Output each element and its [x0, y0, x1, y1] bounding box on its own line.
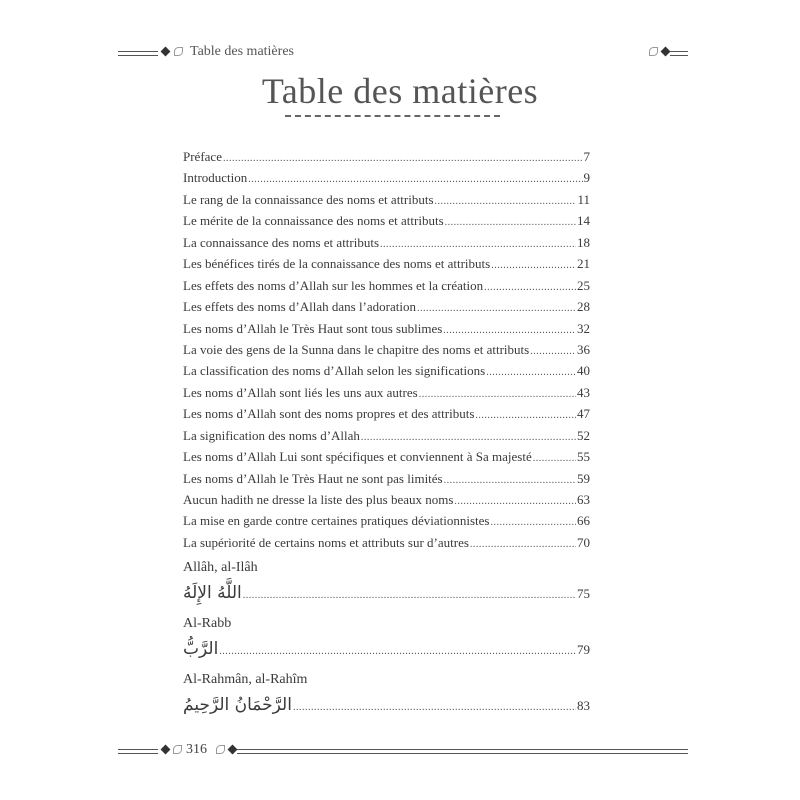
toc-entry-label: La supériorité de certains noms et attributs sur d’autres [183, 534, 469, 550]
toc-entry [183, 232, 590, 253]
flourish-icon [216, 745, 225, 754]
name-entry [183, 670, 590, 720]
toc-entry-page: 59 [577, 470, 590, 486]
page-footer [118, 742, 688, 758]
dot-leader [491, 253, 576, 274]
toc-entry-label: La mise en garde contre certaines pratiques déviationnistes [183, 513, 490, 529]
dot-leader [248, 167, 582, 188]
arabic-name: اللَّهُ الإِلَهُ [183, 583, 242, 603]
dot-leader [419, 382, 576, 403]
name-page: 79 [577, 642, 590, 657]
ornament-line [670, 51, 688, 56]
page-number: 316 [186, 742, 207, 757]
name-title: Allâh, al-Ilâh [183, 560, 258, 575]
toc-entry-page: 66 [577, 513, 590, 529]
toc-entry [183, 468, 590, 489]
toc-entry-page: 70 [577, 534, 590, 550]
toc-entry-label: Les noms d’Allah le Très Haut sont tous sublimes [183, 320, 443, 336]
toc-entry-label: Les noms d’Allah Lui sont spécifiques et conviennent à Sa majesté [183, 449, 532, 465]
dot-leader [530, 339, 576, 360]
toc-entry-page: 21 [577, 256, 590, 272]
toc-entry-label: Les noms d’Allah le Très Haut ne sont pas limités [183, 470, 443, 486]
dot-leader [475, 403, 576, 424]
diamond-ornament-icon [161, 47, 171, 57]
dot-leader [417, 296, 576, 317]
toc-entry [183, 382, 590, 403]
arabic-name: الرَّبُّ [183, 639, 219, 659]
name-page: 75 [577, 586, 590, 601]
toc-entry-page: 43 [577, 384, 590, 400]
toc-entry-page: 63 [577, 492, 590, 507]
dot-leader [444, 468, 576, 489]
toc-entry-page: 18 [577, 234, 590, 250]
dot-leader [361, 425, 576, 446]
toc-entry-label: Le rang de la connaissance des noms et attributs [183, 191, 434, 207]
dot-leader [454, 489, 576, 510]
toc-entry-label: La voie des gens de la Sunna dans le chapitre des noms et attributs [183, 341, 530, 357]
toc-entry-label: La classification des noms d’Allah selon les significations [183, 363, 486, 379]
dot-leader [435, 189, 577, 210]
ornament-line [118, 51, 158, 56]
dot-leader [219, 635, 576, 664]
name-row [183, 690, 590, 720]
ornament-line [237, 749, 688, 754]
toc-entry-page: 14 [577, 213, 590, 229]
dot-leader [533, 446, 576, 467]
toc-entry [183, 253, 590, 274]
toc-entry [183, 189, 590, 210]
title-divider [285, 115, 500, 117]
toc-entry [183, 425, 590, 446]
toc-entry-page: 25 [577, 277, 590, 293]
names-section [183, 558, 590, 726]
toc-entry [183, 167, 590, 188]
dot-leader [445, 210, 576, 231]
toc-entry [183, 275, 590, 296]
toc-entry [183, 403, 590, 424]
toc-entry-page: 47 [577, 406, 590, 422]
toc-entry-label: Le mérite de la connaissance des noms et attributs [183, 213, 444, 229]
toc-entry-label: Les bénéfices tirés de la connaissance des noms et attributs [183, 256, 491, 272]
dot-leader [486, 360, 576, 381]
toc-entry-page: 32 [577, 320, 590, 336]
dot-leader [470, 532, 576, 553]
toc-entry [183, 510, 590, 531]
dot-leader [490, 510, 576, 531]
toc-entry-label: La signification des noms d’Allah [183, 427, 360, 443]
toc-entry-page: 36 [577, 341, 590, 357]
flourish-icon [649, 47, 658, 56]
ornament-line [118, 749, 158, 754]
toc-entry-page: 55 [577, 449, 590, 465]
page-title: Table des matières [261, 71, 539, 111]
toc-entry-page: 52 [577, 427, 590, 443]
toc-entry-label: Introduction [183, 170, 248, 186]
toc-entry [183, 489, 590, 510]
dot-leader [484, 275, 576, 296]
dot-leader [223, 146, 583, 167]
toc-entry-label: Les noms d’Allah sont liés les uns aux autres [183, 384, 418, 400]
arabic-name: الرَّحْمَانُ الرَّحِيمُ [183, 695, 292, 715]
flourish-icon [173, 745, 182, 754]
toc-entry [183, 210, 590, 231]
dot-leader [380, 232, 576, 253]
name-title: Al-Rahmân, al-Rahîm [183, 672, 308, 687]
toc-entry-label: Les effets des noms d’Allah sur les hommes et la création [183, 277, 484, 293]
toc-entry-label: Les noms d’Allah sont des noms propres et des attributs [183, 406, 475, 422]
toc-entry-page: 9 [583, 170, 590, 186]
name-page: 83 [577, 698, 590, 713]
toc-entry [183, 339, 590, 360]
dot-leader [243, 579, 576, 608]
toc-entry-label: Les effets des noms d’Allah dans l’adoration [183, 299, 416, 315]
running-header-title: Table des matières [190, 44, 294, 59]
toc-entry-label: Aucun hadith ne dresse la liste des plus beaux noms [183, 492, 454, 507]
running-header [118, 44, 688, 60]
diamond-ornament-icon [661, 47, 671, 57]
toc-entry [183, 532, 590, 553]
dot-leader [443, 318, 576, 339]
diamond-ornament-icon [161, 745, 171, 755]
table-of-contents [183, 146, 590, 553]
toc-entry [183, 296, 590, 317]
toc-entry-label: La connaissance des noms et attributs [183, 234, 380, 250]
name-row [183, 634, 590, 664]
toc-entry-page: 28 [577, 299, 590, 315]
toc-entry-label: Préface [183, 149, 222, 164]
diamond-ornament-icon [228, 745, 238, 755]
toc-entry [183, 446, 590, 467]
toc-entry-page: 7 [583, 149, 590, 164]
toc-entry [183, 360, 590, 381]
name-title: Al-Rabb [183, 616, 232, 631]
dot-leader [293, 691, 576, 720]
name-entry [183, 558, 590, 608]
flourish-icon [174, 47, 183, 56]
toc-entry-page: 11 [577, 191, 590, 207]
name-entry [183, 614, 590, 664]
toc-entry [183, 318, 590, 339]
name-row [183, 578, 590, 608]
toc-entry-page: 40 [577, 363, 590, 379]
toc-entry [183, 146, 590, 167]
